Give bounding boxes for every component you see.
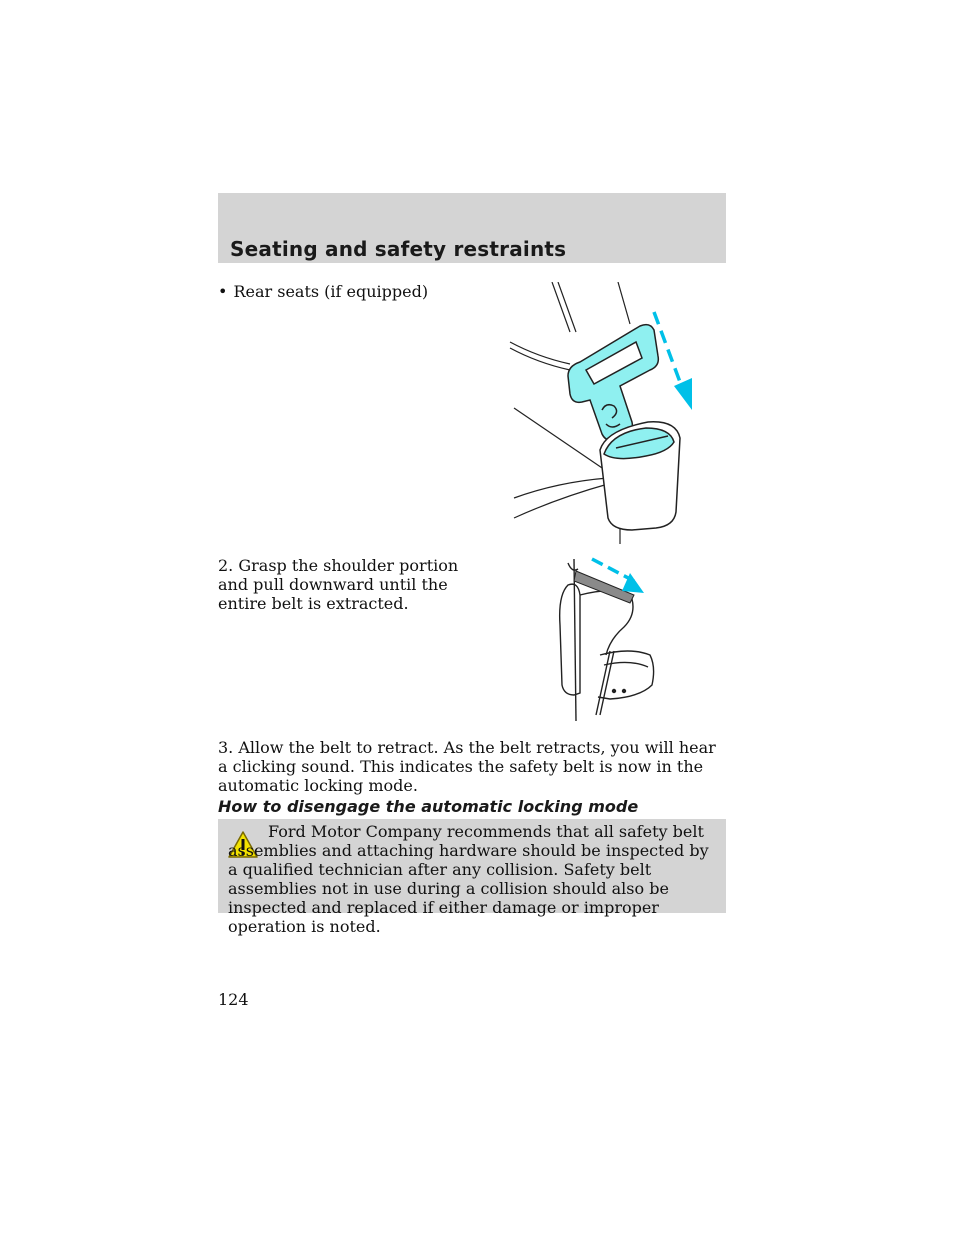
seatbelt-buckle-illustration <box>508 282 698 544</box>
page-title: Seating and safety restraints <box>230 237 567 261</box>
section-heading: How to disengage the automatic locking mode <box>218 797 639 816</box>
page-number: 124 <box>218 990 249 1009</box>
bullet-item <box>218 282 428 301</box>
step-3-text: 3. Allow the belt to retract. As the belt retracts, you will hear a clicking sound. This indicates the safety belt is now in the automatic locking mode. <box>218 738 716 795</box>
page-header-band <box>218 193 726 263</box>
bullet-text: Rear seats (if equipped) <box>233 282 429 301</box>
bullet-marker: • <box>218 282 228 301</box>
seat-with-belt-illustration <box>540 555 670 725</box>
warning-box <box>218 819 726 936</box>
step-2-text: 2. Grasp the shoulder portion and pull downward until the entire belt is extracted. <box>218 556 459 613</box>
warning-text: Ford Motor Company recommends that all safety belt assemblies and attaching hardware should be inspected by a qualified technician after any collision. Safety belt assemblies not in use during a collision should also be inspected and replaced if either damage or improper operation is noted. <box>228 822 709 936</box>
